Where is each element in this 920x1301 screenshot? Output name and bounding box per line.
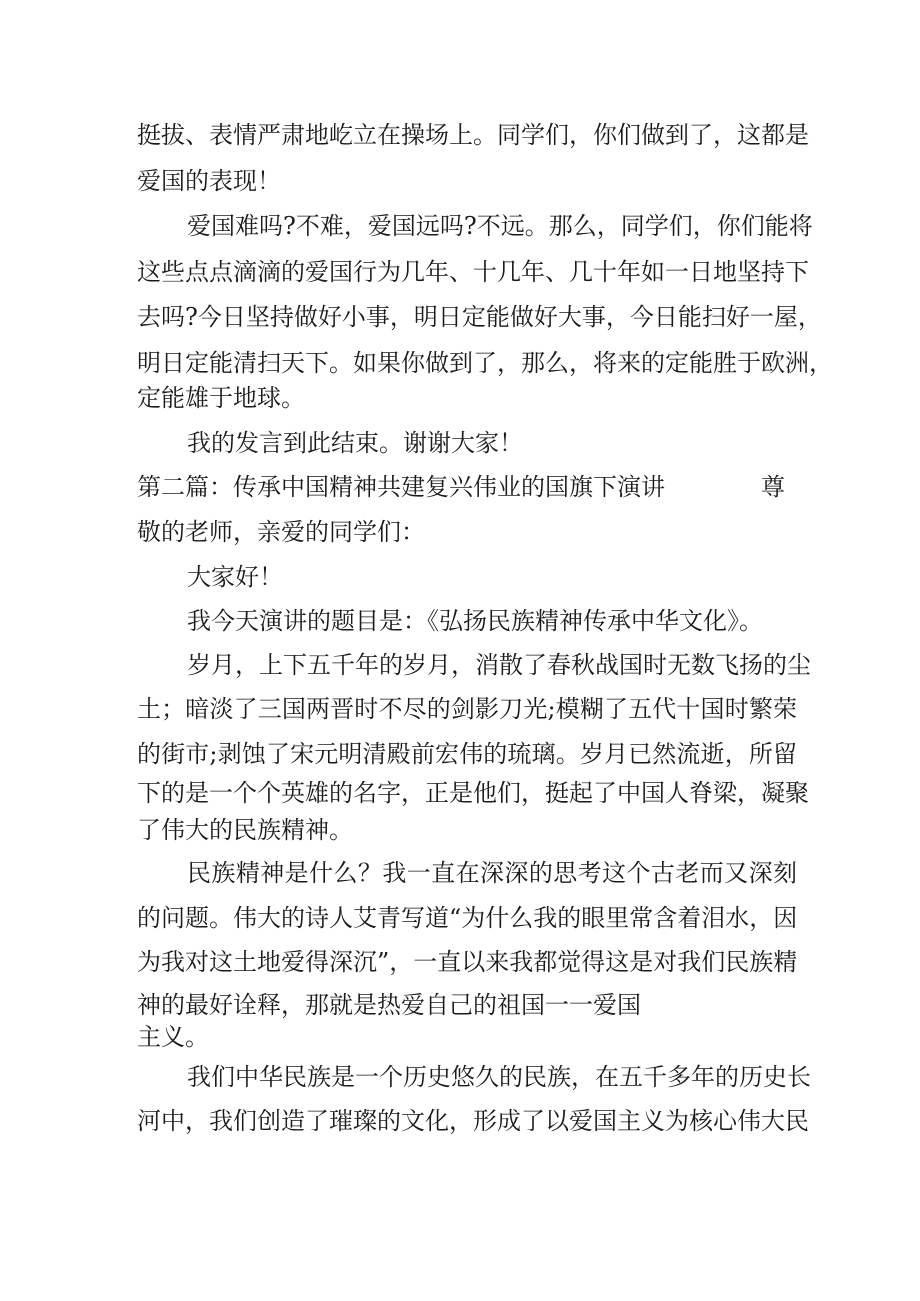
text-line: 为我对这土地爱得深沉”，一直以来我都觉得这是对我们民族精	[137, 948, 798, 976]
text-line: 的问题。伟大的诗人艾青写道“为什么我的眼里常含着泪水，因	[137, 904, 798, 932]
section-title	[137, 472, 785, 502]
text-line: 我们中华民族是一个历史悠久的民族，在五千多年的历史长	[187, 1063, 811, 1091]
text-line: 敬的老师，亲爱的同学们：	[137, 518, 425, 546]
text-line: 爱国难吗?不难，爱国远吗?不远。那么，同学们，你们能将	[187, 212, 813, 240]
text-line: 民族精神是什么？我一直在深深的思考这个古老而又深刻	[187, 859, 797, 887]
text-line: 我今天演讲的题目是：《弘扬民族精神传承中华文化》。	[187, 607, 763, 635]
text-line: 下的是一个个英雄的名字，正是他们，挺起了中国人脊梁，凝聚	[137, 779, 809, 807]
section-title-text: 第二篇：传承中国精神共建复兴伟业的国旗下演讲	[137, 473, 665, 501]
text-line: 河中，我们创造了璀璨的文化，形成了以爱国主义为核心伟大民	[137, 1107, 809, 1135]
text-line: 主义。	[137, 1023, 209, 1051]
text-line: 的街市;剥蚀了宋元明清殿前宏伟的琉璃。岁月已然流逝，所留	[137, 740, 797, 768]
section-title-tail: 尊	[761, 473, 785, 501]
text-line: 定能雄于地球。	[137, 384, 305, 412]
text-line: 岁月，上下五千年的岁月，消散了春秋战国时无数飞扬的尘	[187, 651, 811, 679]
text-line: 神的最好诠释，那就是热爱自己的祖国一一爱国	[137, 991, 641, 1019]
text-line: 土；暗淡了三国两晋时不尽的剑影刀光;模糊了五代十国时繁荣	[137, 695, 797, 723]
text-line: 爱国的表现！	[137, 167, 281, 195]
text-line: 这些点点滴滴的爱国行为几年、十几年、几十年如一日地坚持下	[137, 258, 809, 286]
text-line: 挺拔、表情严肃地屹立在操场上。同学们，你们做到了，这都是	[137, 121, 809, 149]
text-line: 明日定能清扫天下。如果你做到了，那么，将来的定能胜于欧洲，	[137, 349, 833, 377]
text-line: 大家好！	[187, 563, 283, 591]
text-line: 了伟大的民族精神。	[137, 816, 353, 844]
text-line: 去吗?今日坚持做好小事，明日定能做好大事，今日能扫好一屋，	[137, 303, 822, 331]
text-line: 我的发言到此结束。谢谢大家！	[187, 429, 523, 457]
